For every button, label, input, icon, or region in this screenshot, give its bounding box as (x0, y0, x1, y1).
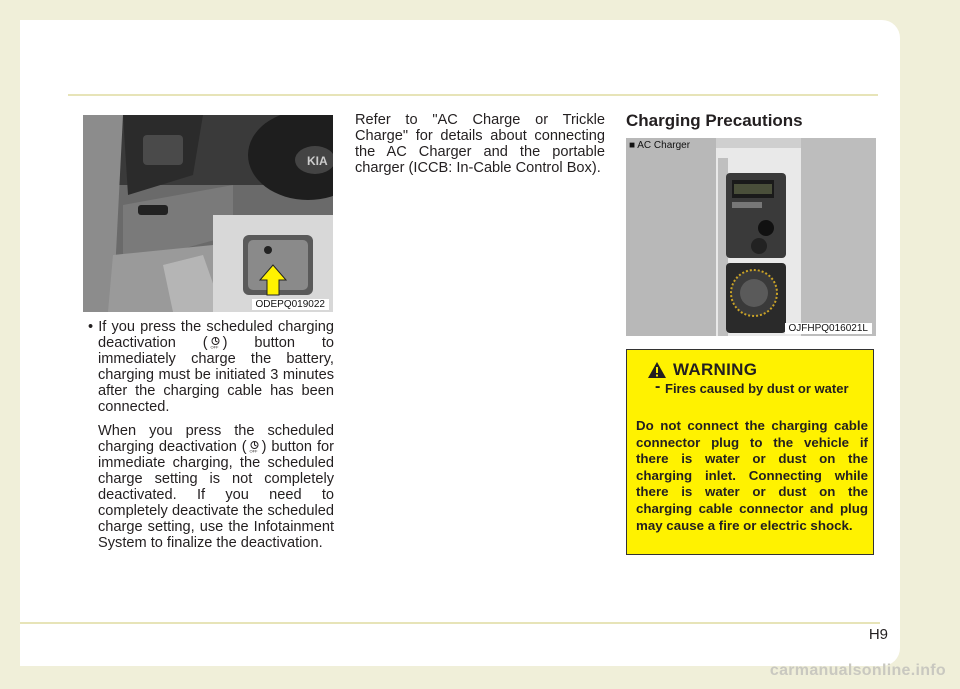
column-1 (84, 319, 334, 559)
warning-subtitle (655, 378, 865, 397)
scheduled-charging-off-icon (247, 440, 262, 453)
ac-charger-illustration (626, 138, 876, 336)
warning-title: WARNING (673, 360, 758, 379)
svg-text:OFF: OFF (249, 448, 258, 453)
svg-text:OFF: OFF (210, 344, 219, 349)
page-number: H9 (868, 626, 888, 643)
bullet-text-end: ) button to immediately charge the battery, charging must be initiated 3 minutes after the charging cable has been connected. (98, 335, 334, 415)
figure-label: ■ AC Charger (629, 140, 691, 151)
dashboard-photo (83, 115, 333, 312)
ac-charger-photo (626, 138, 876, 336)
dashboard-illustration (83, 115, 333, 312)
bullet-text-start: If you press the scheduled charging deactivation ( (98, 319, 334, 351)
body-paragraph (84, 423, 334, 551)
warning-subtitle-text: Fires caused by dust or water (665, 381, 849, 396)
scheduled-charging-off-icon (208, 336, 223, 349)
bottom-rule (20, 622, 880, 624)
svg-text:KIA: KIA (307, 154, 328, 168)
figure-code: ODEPQ019022 (252, 299, 330, 310)
paragraph-text-start: When you press the scheduled charging deactivation ( (98, 423, 334, 455)
top-rule (68, 94, 878, 96)
column-2 (355, 112, 605, 176)
subtitle-dash: - (655, 378, 661, 395)
watermark: carmanualsonline.info (769, 662, 946, 679)
paragraph-text-end: ) button for immediate charging, the scheduled charge setting is not completely deactivated. If you need to completely deactivate the scheduled charge setting, use the Infotainment System to finalize the deactivation. (98, 439, 334, 551)
warning-header (647, 360, 757, 380)
warning-box (626, 349, 874, 555)
warning-triangle-icon (647, 361, 667, 379)
warning-body: Do not connect the charging cable connector plug to the vehicle if there is water or dust on the charging inlet. Connecting while there is water or dust on the charging cable connector and plug may cause a fire or electric shock. (636, 418, 868, 533)
section-title: Charging Precautions (626, 111, 803, 130)
reference-paragraph: Refer to "AC Charge or Trickle Charge" for details about connecting the AC Charger and the portable charger (ICCB: In-Cable Control Box). (355, 112, 605, 176)
bullet-paragraph (84, 319, 334, 415)
bullet-dot: • (88, 319, 99, 335)
figure-code: OJFHPQ016021L (785, 323, 873, 334)
